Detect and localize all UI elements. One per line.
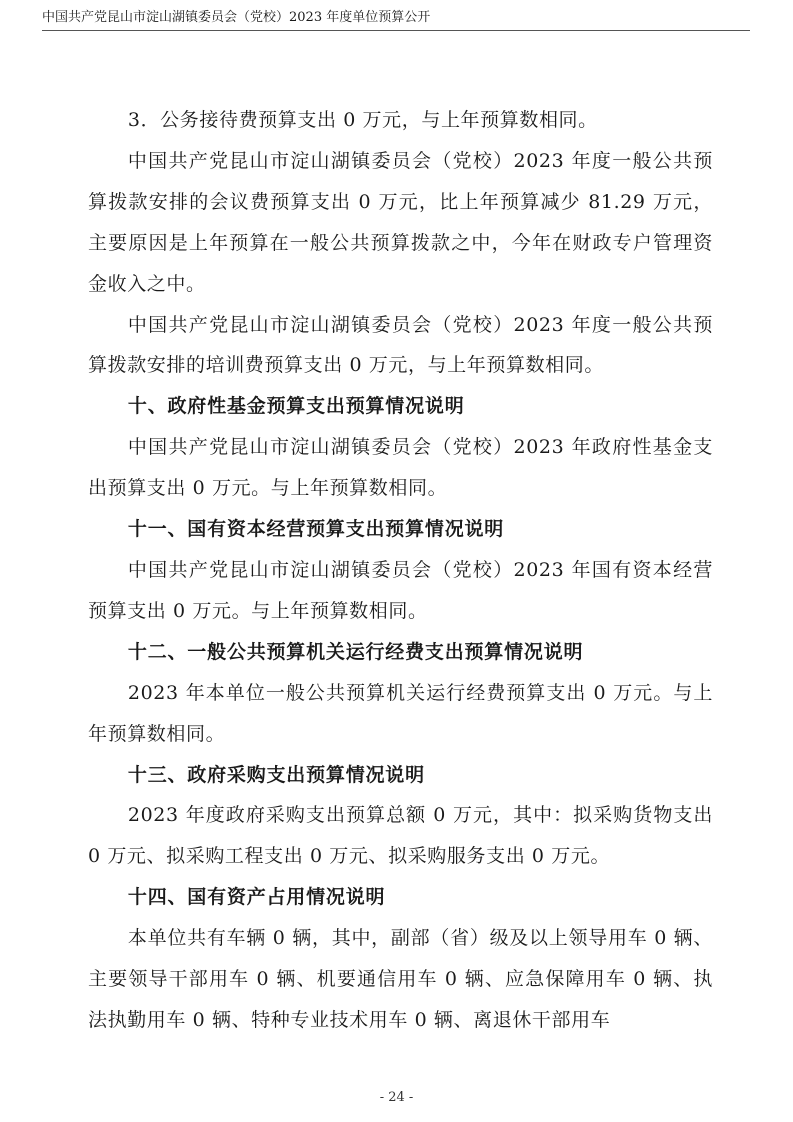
section-heading-12: 十二、一般公共预算机关运行经费支出预算情况说明 bbox=[127, 640, 584, 663]
paragraph-government-fund: 中国共产党昆山市淀山湖镇委员会（党校）2023 年政府性基金支出预算支出 0 万元。与上年预算数相同。 bbox=[88, 436, 713, 500]
paragraph-state-capital: 中国共产党昆山市淀山湖镇委员会（党校）2023 年国有资本经营预算支出 0 万元。与上年预算数相同。 bbox=[88, 558, 713, 622]
section-heading-13: 十三、政府采购支出预算情况说明 bbox=[127, 763, 425, 786]
page-number: - 24 - bbox=[379, 1090, 414, 1105]
section-heading-14: 十四、国有资产占用情况说明 bbox=[127, 886, 386, 909]
section-heading-11: 十一、国有资本经营预算支出预算情况说明 bbox=[127, 518, 505, 541]
section-heading-10: 十、政府性基金预算支出预算情况说明 bbox=[127, 395, 465, 418]
paragraph-training-fee: 中国共产党昆山市淀山湖镇委员会（党校）2023 年度一般公共预算拨款安排的培训费预算支出 0 万元，与上年预算数相同。 bbox=[88, 313, 713, 377]
page-header: 中国共产党昆山市淀山湖镇委员会（党校）2023 年度单位预算公开 bbox=[42, 10, 750, 31]
paragraph-operating-expense: 2023 年本单位一般公共预算机关运行经费预算支出 0 万元。与上年预算数相同。 bbox=[88, 681, 713, 745]
paragraph-procurement: 2023 年度政府采购支出预算总额 0 万元，其中：拟采购货物支出 0 万元、拟采购工程支出 0 万元、拟采购服务支出 0 万元。 bbox=[88, 804, 713, 868]
paragraph-meeting-fee: 中国共产党昆山市淀山湖镇委员会（党校）2023 年度一般公共预算拨款安排的会议费预算支出 0 万元，比上年预算减少 81.29 万元，主要原因是上年预算在一般公共预算拨款之中，今年在财政专户管理资金收入之中。 bbox=[88, 149, 713, 295]
paragraph-vehicles: 本单位共有车辆 0 辆，其中，副部（省）级及以上领导用车 0 辆、主要领导干部用车 0 辆、机要通信用车 0 辆、应急保障用车 0 辆、执法执勤用车 0 辆、特种专业技术用车 0 辆、离退休干部用车 bbox=[88, 927, 713, 1031]
paragraph-reception-fee: 3．公务接待费预算支出 0 万元，与上年预算数相同。 bbox=[127, 109, 598, 131]
document-body bbox=[88, 100, 713, 1041]
